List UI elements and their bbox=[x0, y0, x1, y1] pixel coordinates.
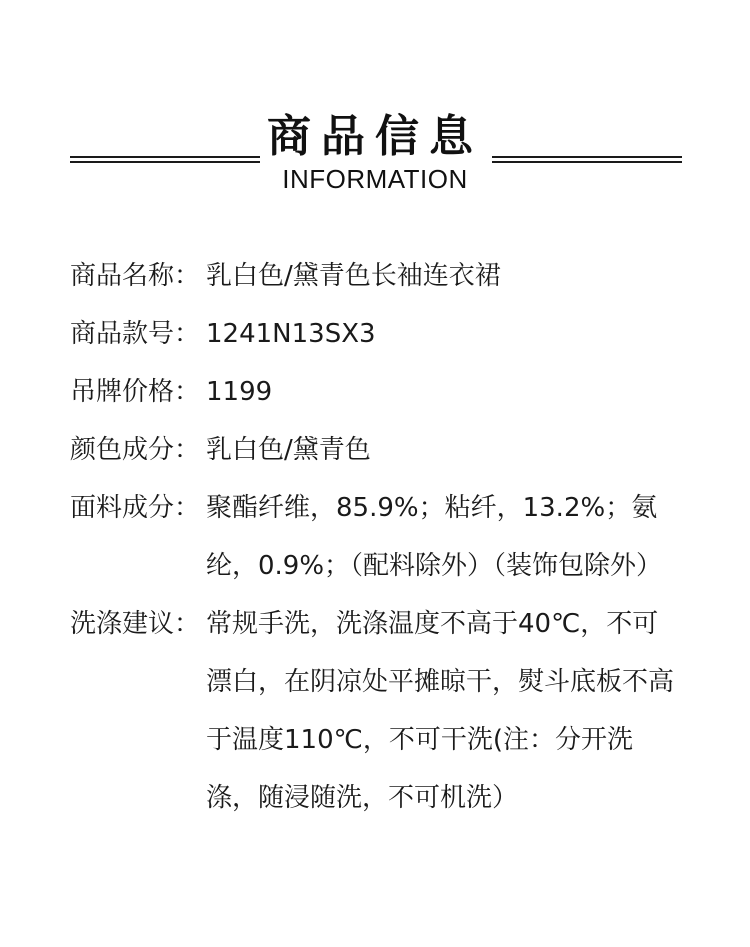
info-row-product-name bbox=[70, 247, 680, 305]
info-value: 聚酯纤维，85.9%；粘纤，13.2%；氨纶，0.9%；（配料除外）（装饰包除外） bbox=[206, 493, 663, 581]
info-label: 吊牌价格： bbox=[70, 377, 201, 407]
info-row-wash-care bbox=[70, 595, 680, 827]
info-label: 商品款号： bbox=[70, 319, 201, 349]
product-info-list bbox=[70, 247, 680, 827]
section-title: 商品信息 bbox=[267, 111, 483, 162]
info-row-color bbox=[70, 421, 680, 479]
info-value: 1241N13SX3 bbox=[206, 319, 376, 349]
info-label: 洗涤建议： bbox=[70, 609, 201, 639]
section-header bbox=[0, 0, 750, 220]
info-value: 乳白色/黛青色长袖连衣裙 bbox=[206, 261, 501, 291]
info-value: 常规手洗，洗涤温度不高于40℃，不可漂白，在阴凉处平摊晾干，熨斗底板不高于温度110℃，不可干洗(注：分开洗涤，随浸随洗，不可机洗） bbox=[206, 609, 675, 813]
info-value: 乳白色/黛青色 bbox=[206, 435, 371, 465]
info-value: 1199 bbox=[206, 377, 273, 407]
info-row-style-number bbox=[70, 305, 680, 363]
section-subtitle: INFORMATION bbox=[282, 164, 468, 194]
title-divider-right bbox=[492, 156, 682, 163]
info-row-fabric bbox=[70, 479, 680, 595]
info-row-tag-price bbox=[70, 363, 680, 421]
info-label: 颜色成分： bbox=[70, 435, 201, 465]
info-label: 商品名称： bbox=[70, 261, 201, 291]
info-label: 面料成分： bbox=[70, 493, 201, 523]
